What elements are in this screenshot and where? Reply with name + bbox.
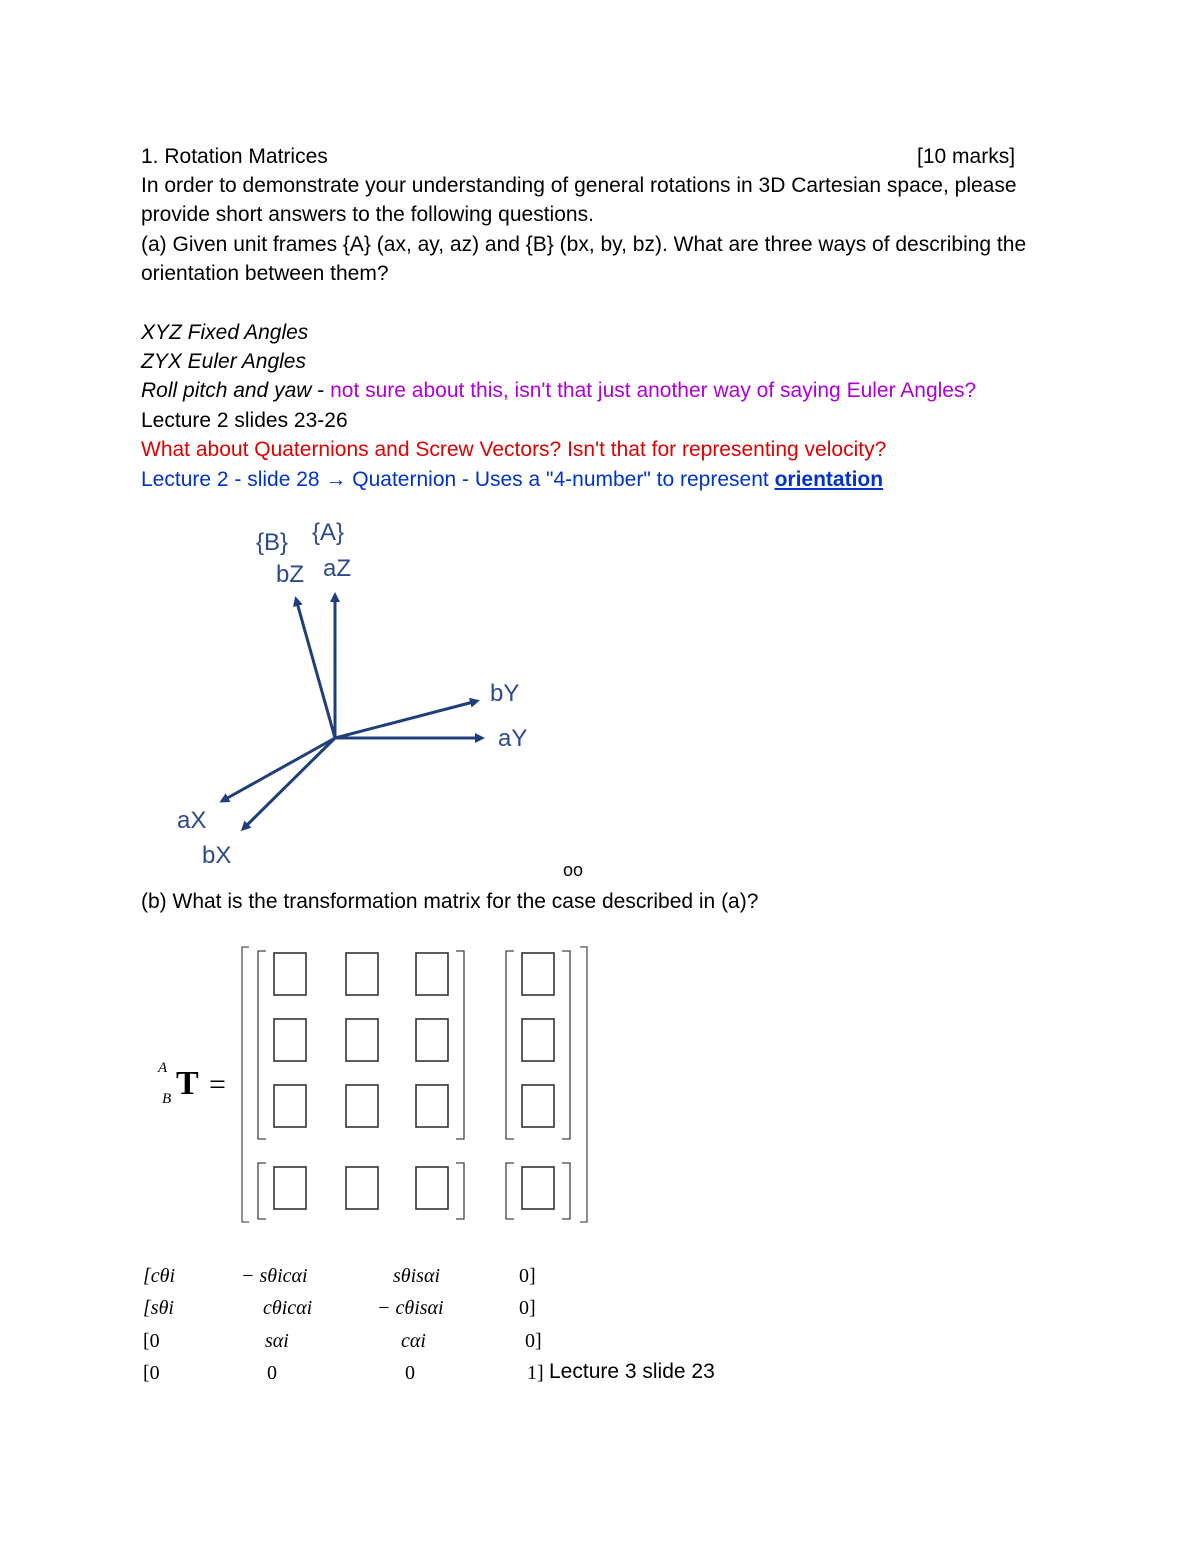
answer-dash: -	[311, 379, 331, 402]
by-axis-arrow	[335, 701, 477, 738]
matrix-symbol: T	[176, 1065, 199, 1102]
frame-b-label: {B}	[256, 529, 289, 556]
matrix-cell: sαi	[265, 1330, 289, 1352]
bz-label: bZ	[276, 561, 305, 588]
placeholder-box	[522, 953, 554, 995]
placeholder-box	[274, 953, 306, 995]
placeholder-box	[522, 1167, 554, 1209]
answer-fixed-angles: XYZ Fixed Angles	[141, 321, 309, 344]
matrix-cell: cθicαi	[263, 1297, 313, 1319]
placeholder-box	[522, 1019, 554, 1061]
matrix-equals: =	[209, 1068, 226, 1101]
placeholder-box	[346, 953, 378, 995]
matrix-cell: [sθi	[143, 1297, 174, 1319]
matrix-cell: − cθisαi	[377, 1297, 444, 1319]
matrix-cell: 0]	[519, 1297, 536, 1319]
part-b-question: (b) What is the transformation matrix for the case described in (a)?	[141, 890, 759, 913]
ax-label: aX	[177, 807, 207, 834]
lecture-reference-1: Lecture 2 slides 23-26	[141, 409, 348, 432]
rpy-comment: not sure about this, isn't that just another way of saying Euler Angles?	[330, 379, 977, 402]
placeholder-box	[274, 1167, 306, 1209]
matrix-cell: 0	[405, 1362, 415, 1384]
matrix-cell: 0]	[525, 1330, 542, 1352]
matrix-lecture-reference: Lecture 3 slide 23	[549, 1360, 715, 1383]
stray-text: oo	[563, 860, 584, 880]
bottom-row-bracket	[258, 1163, 570, 1219]
translation-block-bracket	[506, 951, 570, 1139]
transformation-matrix	[150, 935, 600, 1230]
answer-roll-pitch-yaw: Roll pitch and yaw	[141, 379, 312, 402]
placeholder-box	[416, 1085, 448, 1127]
matrix-cell: cαi	[401, 1330, 426, 1352]
answer-roll-pitch-yaw-line	[141, 376, 976, 405]
placeholder-box	[346, 1085, 378, 1127]
matrix-cell: − sθicαi	[241, 1265, 308, 1287]
matrix-cell: 0	[267, 1362, 277, 1384]
placeholder-box	[522, 1085, 554, 1127]
placeholder-box	[416, 953, 448, 995]
placeholder-box	[346, 1167, 378, 1209]
answer-euler-angles: ZYX Euler Angles	[141, 350, 306, 373]
az-label: aZ	[323, 555, 352, 582]
orientation-link[interactable]: orientation	[774, 468, 884, 491]
placeholder-box	[416, 1019, 448, 1061]
matrix-cell: sθisαi	[393, 1265, 441, 1287]
placeholder-box	[274, 1019, 306, 1061]
placeholder-box	[346, 1019, 378, 1061]
matrix-cell: [0	[143, 1330, 160, 1352]
matrix-superscript: A	[158, 1060, 168, 1076]
part-a-line-1: (a) Given unit frames {A} (ax, ay, az) and {B} (bx, by, bz). What are three ways of describing the	[141, 233, 1027, 256]
matrix-subscript: B	[162, 1091, 172, 1107]
ax-axis-arrow	[222, 738, 335, 801]
bz-axis-arrow	[296, 599, 335, 738]
question-marks: [10 marks]	[917, 145, 1016, 168]
matrix-cell: 0]	[519, 1265, 536, 1287]
matrix-cell: [cθi	[143, 1265, 176, 1287]
frame-a-label: {A}	[312, 519, 345, 546]
question-title: 1. Rotation Matrices	[141, 145, 328, 168]
rotation-block-bracket	[258, 951, 464, 1139]
lecture-reference-2-line	[141, 465, 883, 494]
matrix-cell: 1]	[527, 1362, 544, 1384]
intro-line-2: provide short answers to the following questions.	[141, 203, 594, 226]
placeholder-box	[274, 1085, 306, 1127]
bx-label: bX	[202, 842, 232, 869]
ay-label: aY	[498, 725, 528, 752]
matrix-cell: [0	[143, 1362, 160, 1384]
placeholder-box	[416, 1167, 448, 1209]
part-a-line-2: orientation between them?	[141, 262, 389, 285]
frames-diagram	[160, 505, 560, 875]
lecture-reference-2: Lecture 2 - slide 28 → Quaternion - Uses a "4-number" to represent	[141, 468, 775, 491]
quaternion-question: What about Quaternions and Screw Vectors? Isn't that for representing velocity?	[141, 438, 887, 461]
intro-line-1: In order to demonstrate your understanding of general rotations in 3D Cartesian space, please	[141, 174, 1017, 197]
by-label: bY	[490, 680, 520, 707]
bx-axis-arrow	[243, 738, 335, 829]
